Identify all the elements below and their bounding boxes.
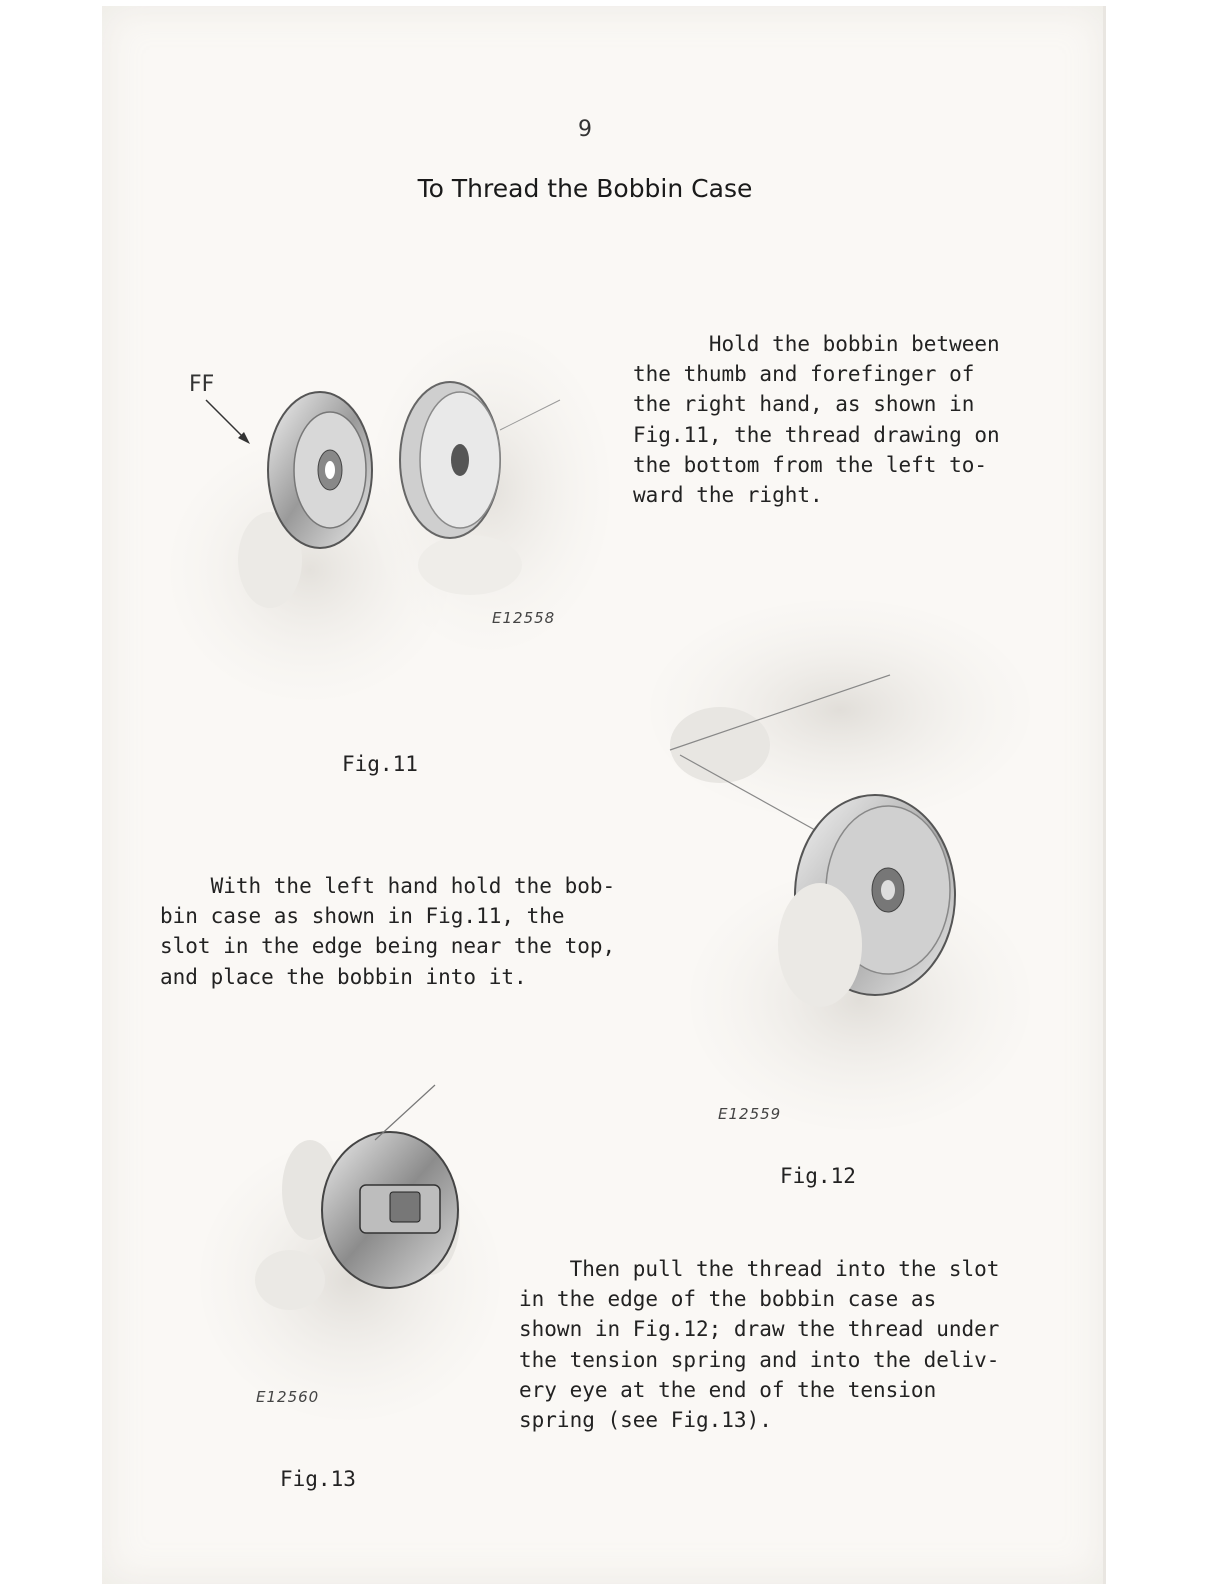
fig12-illustration (640, 600, 1010, 1110)
finger-right (418, 535, 522, 595)
ff-arrow (206, 400, 246, 440)
fig11-code: E12558 (492, 609, 556, 627)
paragraph-left-hand: With the left hand hold the bob- bin case as shown in Fig.11, the slot in the edge being near the top, and place the bobbin into it. (160, 874, 616, 989)
fig12-caption: Fig.12 (780, 1164, 856, 1188)
paragraph-hold-bobbin: Hold the bobbin between the thumb and forefinger of the right hand, as shown in Fig.11, the thread drawing on the bottom from the left to- ward the right. (633, 332, 1000, 508)
fig12-code: E12559 (718, 1105, 782, 1123)
fig13-illustration (200, 1080, 500, 1420)
page-number: 9 (578, 117, 592, 142)
page-edge (1103, 6, 1106, 1584)
paragraph-pull-thread: Then pull the thread into the slot in the edge of the bobbin case as shown in Fig.12; draw the thread under the tension spring and into the deliv- ery eye at the end of the tension spring (see Fig.13). (519, 1257, 1000, 1433)
page-title: To Thread the Bobbin Case (417, 174, 753, 203)
fig13-code: E12560 (256, 1388, 320, 1406)
fig11-illustration (180, 320, 600, 700)
fig13-caption: Fig.13 (280, 1467, 356, 1491)
ff-label: FF (189, 372, 215, 397)
fig11-caption: Fig.11 (342, 752, 418, 776)
